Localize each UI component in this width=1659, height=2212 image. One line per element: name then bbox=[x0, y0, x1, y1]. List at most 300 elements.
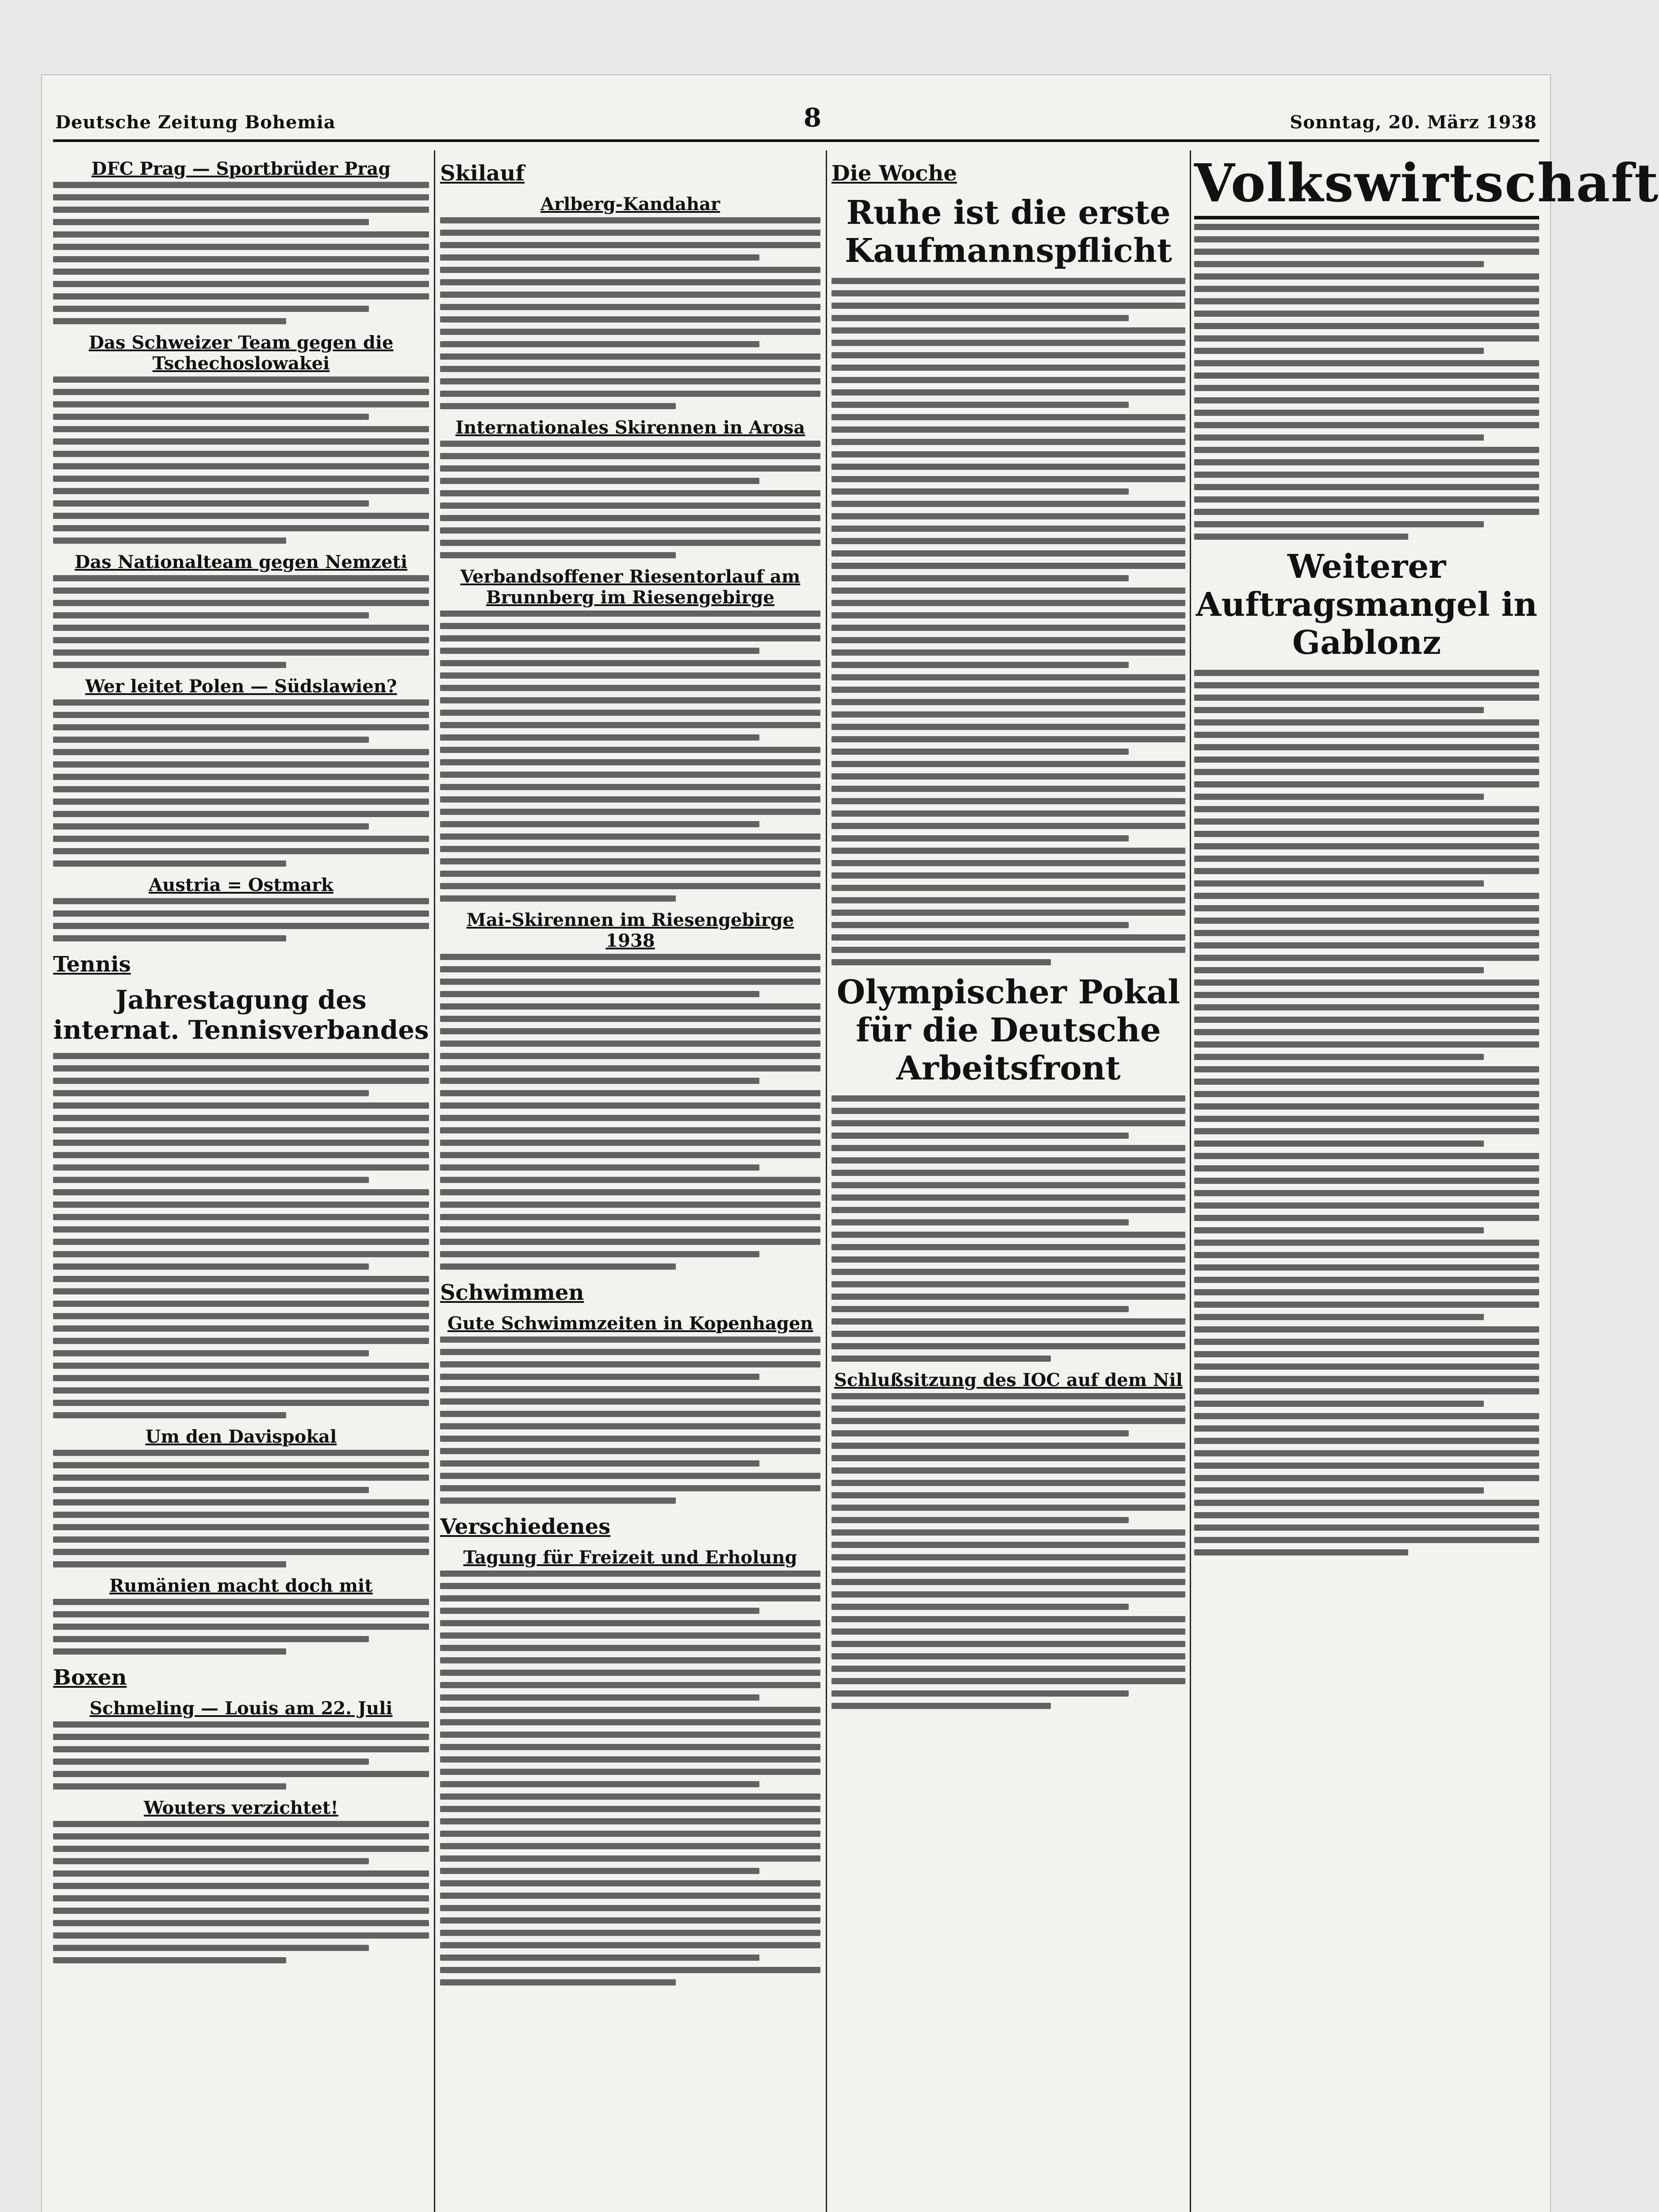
text-line bbox=[831, 736, 1185, 742]
text-line bbox=[440, 1202, 820, 1208]
text-line bbox=[53, 1115, 429, 1121]
text-line bbox=[53, 281, 429, 287]
text-line bbox=[53, 269, 429, 275]
article-headline: Das Schweizer Team gegen die Tschechoslowakei bbox=[88, 332, 394, 374]
text-line bbox=[53, 1561, 286, 1567]
column-4-economy bbox=[1194, 150, 1659, 2212]
text-line bbox=[831, 365, 1185, 371]
text-line bbox=[53, 1536, 429, 1543]
text-line bbox=[831, 1157, 1185, 1164]
text-line bbox=[440, 1016, 820, 1022]
text-line bbox=[831, 315, 1129, 321]
text-line bbox=[440, 1571, 820, 1577]
text-line bbox=[440, 734, 759, 741]
article-headline: Olympischer Pokal für die Deutsche Arbeitsfront bbox=[836, 973, 1180, 1087]
text-line bbox=[1194, 992, 1539, 998]
text-line bbox=[831, 538, 1185, 544]
text-line bbox=[440, 515, 820, 521]
text-line bbox=[440, 966, 820, 972]
text-line bbox=[53, 786, 429, 792]
text-line bbox=[440, 1843, 820, 1849]
text-line bbox=[831, 1269, 1185, 1275]
text-line bbox=[440, 254, 759, 261]
text-line bbox=[440, 403, 676, 409]
text-line bbox=[53, 1908, 429, 1914]
text-line bbox=[53, 761, 429, 768]
text-line bbox=[440, 391, 820, 397]
text-line bbox=[53, 575, 429, 581]
text-line bbox=[1194, 459, 1539, 465]
text-line bbox=[440, 846, 820, 852]
text-line bbox=[440, 1398, 820, 1405]
text-line bbox=[1194, 236, 1539, 242]
text-line bbox=[53, 1276, 429, 1282]
text-line bbox=[440, 1732, 820, 1738]
text-line bbox=[440, 1239, 820, 1245]
article-headline: Internationales Skirennen in Arosa bbox=[455, 417, 805, 438]
text-line bbox=[440, 833, 820, 840]
text-line bbox=[831, 402, 1129, 408]
text-line bbox=[440, 552, 676, 558]
text-line bbox=[440, 1781, 759, 1787]
text-line bbox=[440, 1682, 820, 1688]
text-line bbox=[53, 1301, 429, 1307]
text-line bbox=[831, 823, 1185, 829]
text-line bbox=[831, 600, 1185, 606]
text-line bbox=[53, 737, 369, 743]
text-line bbox=[53, 935, 286, 941]
text-line bbox=[831, 550, 1185, 557]
text-line bbox=[440, 1251, 759, 1257]
article-body bbox=[53, 376, 429, 544]
text-line bbox=[1194, 1314, 1484, 1320]
text-line bbox=[831, 389, 1185, 396]
text-line bbox=[53, 1636, 369, 1642]
text-line bbox=[53, 1512, 429, 1518]
text-line bbox=[440, 1880, 820, 1886]
text-line bbox=[53, 1053, 429, 1059]
text-line bbox=[440, 1374, 759, 1380]
text-line bbox=[53, 500, 369, 507]
text-line bbox=[53, 476, 429, 482]
text-line bbox=[53, 1833, 429, 1839]
section-heading: Skilauf bbox=[440, 161, 525, 186]
headline-rule bbox=[1194, 216, 1539, 219]
text-line bbox=[53, 1734, 429, 1740]
text-line bbox=[440, 1436, 820, 1442]
text-line bbox=[440, 1140, 820, 1146]
text-line bbox=[831, 922, 1129, 928]
text-line bbox=[440, 979, 820, 985]
column-2-sports bbox=[440, 150, 820, 2212]
text-line bbox=[53, 207, 429, 213]
text-line bbox=[831, 1095, 1185, 1102]
text-line bbox=[831, 1256, 1185, 1263]
text-line bbox=[831, 352, 1185, 358]
text-line bbox=[831, 278, 1185, 284]
text-line bbox=[440, 710, 820, 716]
text-line bbox=[440, 267, 820, 273]
text-line bbox=[53, 749, 429, 755]
text-line bbox=[1194, 1549, 1408, 1555]
text-line bbox=[1194, 806, 1539, 812]
text-line bbox=[440, 1065, 820, 1071]
text-line bbox=[831, 612, 1185, 618]
text-line bbox=[1194, 831, 1539, 837]
text-line bbox=[1194, 1079, 1539, 1085]
text-line bbox=[831, 377, 1185, 383]
text-line bbox=[440, 1214, 820, 1220]
text-line bbox=[440, 954, 820, 960]
text-line bbox=[53, 1450, 429, 1456]
text-line bbox=[440, 1423, 820, 1429]
text-line bbox=[831, 1306, 1129, 1312]
text-line bbox=[440, 1967, 820, 1973]
section-heading: Die Woche bbox=[831, 161, 957, 186]
text-line bbox=[440, 623, 820, 629]
text-line bbox=[1194, 868, 1539, 874]
text-line bbox=[53, 389, 429, 395]
text-line bbox=[831, 848, 1185, 854]
text-line bbox=[831, 637, 1185, 643]
text-line bbox=[440, 1620, 820, 1626]
article-body bbox=[1194, 670, 1539, 1555]
text-line bbox=[1194, 1141, 1484, 1147]
text-line bbox=[1194, 794, 1484, 800]
text-line bbox=[440, 465, 820, 472]
text-line bbox=[831, 947, 1185, 953]
section-heading: Schwimmen bbox=[440, 1280, 584, 1305]
text-line bbox=[1194, 1326, 1539, 1333]
text-line bbox=[440, 1226, 820, 1233]
text-line bbox=[440, 1595, 820, 1601]
text-line bbox=[440, 503, 820, 509]
text-line bbox=[1194, 719, 1539, 726]
text-line bbox=[440, 895, 676, 902]
article-body bbox=[53, 1450, 429, 1567]
text-line bbox=[831, 1517, 1129, 1523]
text-line bbox=[440, 1386, 820, 1392]
text-line bbox=[440, 871, 820, 877]
text-line bbox=[53, 1325, 429, 1332]
text-line bbox=[1194, 422, 1539, 428]
text-line bbox=[831, 872, 1185, 879]
text-line bbox=[831, 1505, 1185, 1511]
text-line bbox=[1194, 1252, 1539, 1258]
text-line bbox=[440, 1806, 820, 1812]
text-line bbox=[53, 376, 429, 383]
text-line bbox=[1194, 967, 1484, 973]
article-headline: Arlberg-Kandahar bbox=[540, 194, 720, 215]
text-line bbox=[831, 1331, 1185, 1337]
article-body bbox=[53, 575, 429, 668]
text-line bbox=[831, 1579, 1185, 1585]
text-line bbox=[440, 1090, 820, 1096]
text-line bbox=[440, 1719, 820, 1725]
column-divider bbox=[434, 150, 435, 2212]
text-line bbox=[440, 1942, 820, 1948]
text-line bbox=[831, 1418, 1185, 1424]
text-line bbox=[53, 1412, 286, 1418]
text-line bbox=[831, 724, 1185, 730]
text-line bbox=[53, 1524, 429, 1530]
text-line bbox=[53, 1945, 369, 1951]
text-line bbox=[440, 1583, 820, 1589]
text-line bbox=[440, 279, 820, 285]
text-line bbox=[53, 538, 286, 544]
text-line bbox=[831, 959, 1051, 965]
text-line bbox=[53, 1214, 429, 1220]
text-line bbox=[831, 1406, 1185, 1412]
text-line bbox=[53, 1202, 429, 1208]
text-line bbox=[53, 1870, 429, 1877]
text-line bbox=[831, 786, 1185, 792]
text-line bbox=[53, 1164, 429, 1171]
article-headline: Wer leitet Polen — Südslawien? bbox=[85, 676, 397, 697]
text-line bbox=[831, 910, 1185, 916]
text-line bbox=[53, 1350, 369, 1356]
newspaper-page bbox=[42, 75, 1659, 2212]
text-line bbox=[1194, 534, 1408, 540]
text-line bbox=[53, 1759, 369, 1765]
text-line bbox=[440, 1485, 820, 1491]
header-rule bbox=[53, 139, 1539, 142]
text-line bbox=[53, 1846, 429, 1852]
text-line bbox=[831, 290, 1185, 296]
text-line bbox=[53, 724, 429, 730]
column-divider bbox=[1190, 150, 1191, 2212]
text-line bbox=[1194, 1376, 1539, 1382]
text-line bbox=[440, 1917, 820, 1924]
text-line bbox=[440, 772, 820, 778]
text-line bbox=[53, 463, 429, 469]
text-line bbox=[1194, 1351, 1539, 1357]
text-line bbox=[1194, 1202, 1539, 1209]
article-headline: Tagung für Freizeit und Erholung bbox=[463, 1547, 797, 1568]
text-line bbox=[1194, 434, 1484, 441]
text-line bbox=[1194, 893, 1539, 899]
text-line bbox=[831, 1554, 1185, 1560]
text-line bbox=[440, 341, 759, 347]
text-line bbox=[440, 1041, 820, 1047]
text-line bbox=[53, 318, 286, 324]
text-line bbox=[440, 747, 820, 753]
text-line bbox=[53, 1475, 429, 1481]
text-line bbox=[831, 340, 1185, 346]
text-line bbox=[1194, 955, 1539, 961]
text-line bbox=[440, 1127, 820, 1133]
text-line bbox=[831, 1318, 1185, 1325]
text-line bbox=[1194, 1029, 1539, 1035]
text-line bbox=[831, 526, 1185, 532]
text-line bbox=[1194, 818, 1539, 825]
text-line bbox=[1194, 1190, 1539, 1196]
text-line bbox=[831, 687, 1185, 693]
text-line bbox=[831, 414, 1185, 420]
text-line bbox=[53, 244, 429, 250]
text-line bbox=[831, 749, 1129, 755]
text-line bbox=[1194, 286, 1539, 292]
text-line bbox=[440, 1744, 820, 1750]
text-line bbox=[440, 809, 820, 815]
text-line bbox=[53, 1251, 429, 1257]
text-line bbox=[53, 513, 429, 519]
text-line bbox=[831, 1467, 1185, 1474]
text-line bbox=[831, 588, 1185, 594]
text-line bbox=[1194, 1153, 1539, 1159]
header-paper-name: Deutsche Zeitung Bohemia bbox=[55, 112, 336, 133]
text-line bbox=[831, 1455, 1185, 1461]
text-line bbox=[440, 1979, 676, 1985]
text-line bbox=[440, 1955, 759, 1961]
text-line bbox=[440, 1164, 759, 1171]
text-line bbox=[831, 1653, 1185, 1659]
text-line bbox=[440, 1473, 820, 1479]
article-body bbox=[831, 1095, 1185, 1362]
text-line bbox=[440, 1177, 820, 1183]
text-line bbox=[831, 476, 1185, 482]
text-line bbox=[831, 625, 1185, 631]
text-line bbox=[53, 1152, 429, 1158]
article-headline: Verbandsoffener Riesentorlauf am Brunnberg im Riesengebirge bbox=[460, 566, 801, 608]
article-body bbox=[53, 898, 429, 941]
text-line bbox=[440, 1707, 820, 1713]
text-line bbox=[1194, 311, 1539, 317]
text-line bbox=[440, 353, 820, 360]
text-line bbox=[1194, 682, 1539, 688]
text-line bbox=[440, 366, 820, 372]
text-line bbox=[440, 1670, 820, 1676]
text-line bbox=[53, 1611, 429, 1617]
text-line bbox=[831, 575, 1129, 581]
text-line bbox=[831, 699, 1185, 705]
text-line bbox=[1194, 942, 1539, 949]
text-line bbox=[440, 1448, 820, 1454]
text-line bbox=[53, 625, 429, 631]
text-line bbox=[53, 293, 429, 300]
text-line bbox=[1194, 335, 1539, 342]
text-line bbox=[53, 1288, 429, 1294]
text-line bbox=[1194, 1339, 1539, 1345]
text-line bbox=[53, 1858, 369, 1864]
text-line bbox=[53, 438, 429, 445]
article-headline: Weiterer Auftragsmangel in Gablonz bbox=[1195, 548, 1538, 662]
text-line bbox=[440, 991, 759, 997]
text-line bbox=[1194, 1413, 1539, 1419]
text-line bbox=[53, 182, 429, 188]
text-line bbox=[1194, 224, 1539, 230]
text-line bbox=[440, 1608, 759, 1614]
text-line bbox=[1194, 249, 1539, 255]
text-line bbox=[440, 635, 820, 641]
text-line bbox=[1194, 521, 1484, 527]
text-line bbox=[440, 1003, 820, 1010]
text-line bbox=[1194, 1165, 1539, 1171]
text-line bbox=[1194, 1302, 1539, 1308]
text-line bbox=[1194, 1128, 1539, 1134]
text-line bbox=[831, 464, 1185, 470]
text-line bbox=[53, 898, 429, 904]
text-line bbox=[440, 217, 820, 223]
text-line bbox=[53, 194, 429, 200]
text-line bbox=[1194, 707, 1484, 713]
text-line bbox=[53, 219, 369, 225]
text-line bbox=[1194, 348, 1484, 354]
text-line bbox=[1194, 323, 1539, 329]
text-line bbox=[1194, 1103, 1539, 1110]
text-line bbox=[1194, 1500, 1539, 1506]
text-line bbox=[1194, 373, 1539, 379]
text-line bbox=[440, 527, 820, 534]
text-line bbox=[440, 1868, 759, 1874]
text-line bbox=[440, 378, 820, 384]
text-line bbox=[831, 1356, 1051, 1362]
article-body bbox=[53, 1599, 429, 1655]
text-line bbox=[440, 1756, 820, 1763]
text-line bbox=[53, 414, 369, 420]
text-line bbox=[53, 1957, 286, 1963]
article-body bbox=[53, 699, 429, 867]
text-line bbox=[440, 1460, 759, 1467]
text-line bbox=[53, 1363, 429, 1369]
text-line bbox=[53, 256, 429, 262]
text-line bbox=[831, 934, 1185, 941]
text-line bbox=[831, 1294, 1185, 1300]
text-line bbox=[1194, 360, 1539, 366]
article-headline: Rumänien macht doch mit bbox=[109, 1575, 373, 1596]
text-line bbox=[440, 1645, 820, 1651]
text-line bbox=[440, 292, 820, 298]
text-line bbox=[53, 401, 429, 407]
text-line bbox=[1194, 447, 1539, 453]
text-line bbox=[440, 1498, 676, 1504]
text-line bbox=[1194, 1017, 1539, 1023]
text-line bbox=[831, 1430, 1129, 1436]
text-line bbox=[440, 1855, 820, 1862]
text-line bbox=[1194, 273, 1539, 280]
text-line bbox=[1194, 781, 1539, 787]
text-line bbox=[53, 1189, 429, 1195]
text-line bbox=[1194, 1004, 1539, 1010]
text-line bbox=[53, 1065, 429, 1071]
text-line bbox=[440, 1078, 759, 1084]
text-line bbox=[1194, 1054, 1484, 1060]
article-body bbox=[831, 1393, 1185, 1709]
text-line bbox=[831, 1567, 1185, 1573]
text-line bbox=[831, 1604, 1129, 1610]
text-line bbox=[440, 230, 820, 236]
text-line bbox=[831, 1207, 1185, 1213]
text-line bbox=[53, 1177, 369, 1183]
text-line bbox=[53, 1883, 429, 1889]
text-line bbox=[440, 329, 820, 335]
text-line bbox=[440, 490, 820, 496]
text-line bbox=[440, 1115, 820, 1121]
text-line bbox=[1194, 1537, 1539, 1543]
text-line bbox=[440, 1361, 820, 1367]
article-body bbox=[440, 954, 820, 1270]
text-line bbox=[440, 1349, 820, 1355]
text-line bbox=[1194, 1388, 1539, 1394]
text-line bbox=[1194, 769, 1539, 775]
text-line bbox=[831, 1194, 1185, 1201]
text-line bbox=[53, 588, 429, 594]
article-headline: Schmeling — Louis am 22. Juli bbox=[89, 1698, 393, 1719]
text-line bbox=[1194, 261, 1484, 267]
text-line bbox=[440, 1930, 820, 1936]
text-line bbox=[53, 848, 429, 854]
text-line bbox=[53, 662, 286, 668]
